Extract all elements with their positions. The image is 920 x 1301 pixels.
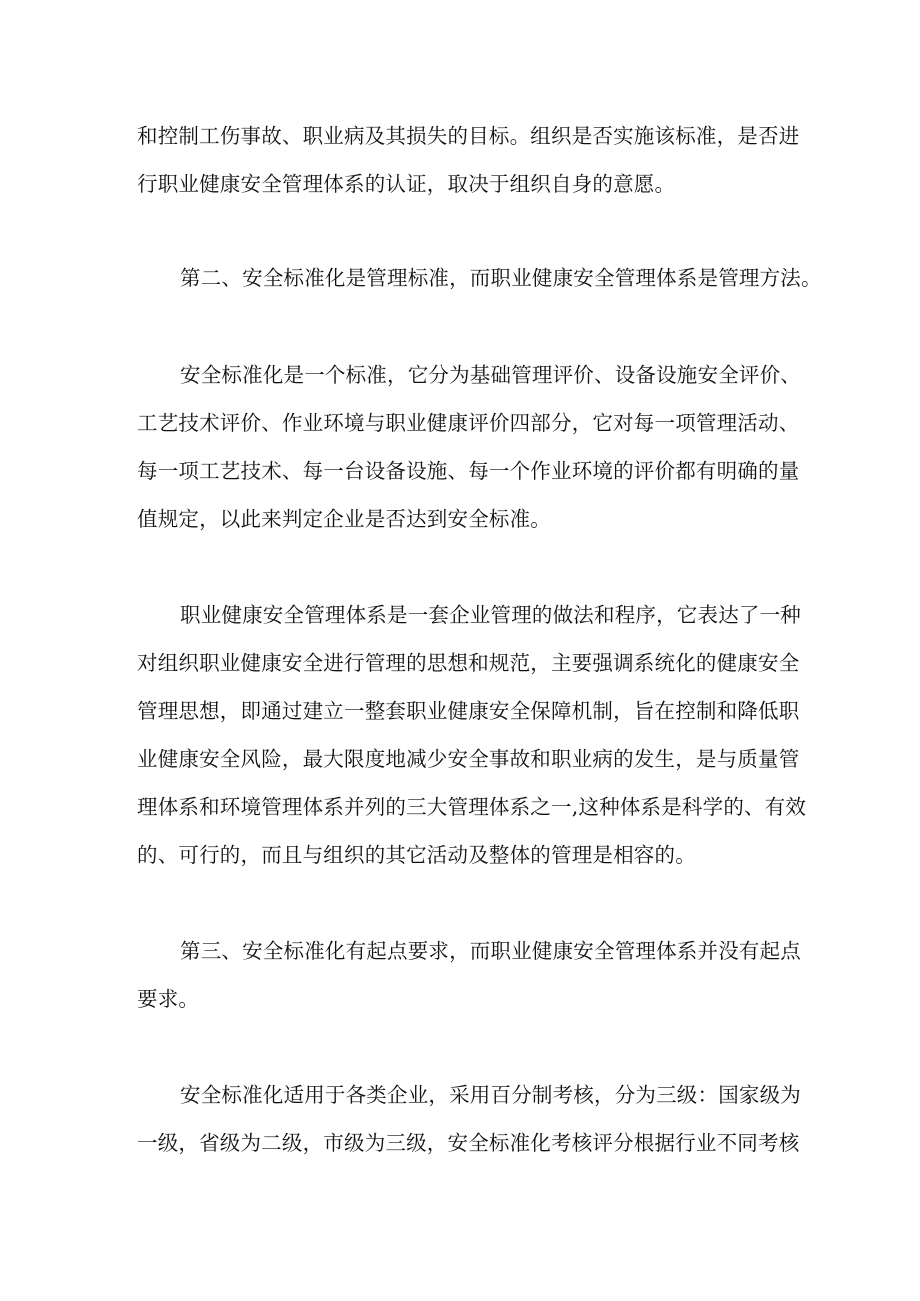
text-line: 职业健康安全管理体系是一套企业管理的做法和程序，它表达了一种 <box>180 603 801 627</box>
text-line: 安全标准化是一个标准，它分为基础管理评价、设备设施安全评价、 <box>180 363 801 387</box>
text-line: 的、可行的，而且与组织的其它活动及整体的管理是相容的。 <box>137 843 696 867</box>
text-line: 对组织职业健康安全进行管理的思想和规范，主要强调系统化的健康安全 <box>137 651 800 675</box>
text-line: 每一项工艺技术、每一台设备设施、每一个作业环境的评价都有明确的量 <box>137 459 800 483</box>
text-line: 工艺技术评价、作业环境与职业健康评价四部分，它对每一项管理活动、 <box>137 411 800 435</box>
section-heading-third-cont: 要求。 <box>137 987 200 1011</box>
section-heading-third: 第三、安全标准化有起点要求，而职业健康安全管理体系并没有起点 <box>180 939 801 963</box>
text-line: 安全标准化适用于各类企业，采用百分制考核，分为三级：国家级为 <box>180 1083 801 1107</box>
section-heading-second: 第二、安全标准化是管理标准，而职业健康安全管理体系是管理方法。 <box>180 266 822 290</box>
text-line: 值规定，以此来判定企业是否达到安全标准。 <box>137 507 551 531</box>
text-line: 一级，省级为二级，市级为三级，安全标准化考核评分根据行业不同考核 <box>137 1131 800 1155</box>
text-line: 管理思想，即通过建立一整套职业健康安全保障机制，旨在控制和降低职 <box>137 699 800 723</box>
text-line: 业健康安全风险，最大限度地减少安全事故和职业病的发生，是与质量管 <box>137 747 800 771</box>
text-line: 和控制工伤事故、职业病及其损失的目标。组织是否实施该标准，是否进 <box>137 124 800 148</box>
text-line: 行职业健康安全管理体系的认证，取决于组织自身的意愿。 <box>137 172 676 196</box>
text-line: 理体系和环境管理体系并列的三大管理体系之一,这种体系是科学的、有效 <box>137 795 807 819</box>
